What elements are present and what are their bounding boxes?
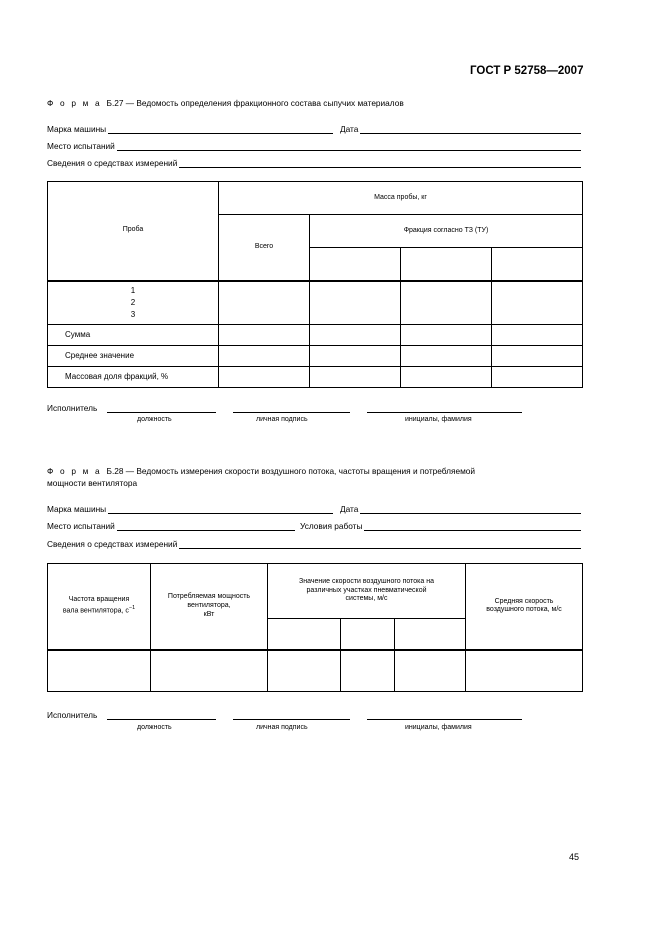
sample-numbers — [48, 281, 219, 325]
header-text: системы, м/с — [345, 595, 388, 603]
table-cell[interactable] — [48, 650, 151, 692]
table-cell[interactable] — [219, 281, 310, 325]
header-text: вентилятора, — [187, 601, 231, 609]
table-cell[interactable] — [492, 346, 583, 367]
date-field[interactable] — [340, 502, 581, 514]
table-cell[interactable] — [219, 325, 310, 346]
form-prefix: Ф о р м а — [47, 466, 102, 476]
table-cell[interactable] — [492, 325, 583, 346]
standard-number: ГОСТ Р 52758—2007 — [470, 65, 584, 77]
signature-caption: личная подпись — [256, 416, 308, 423]
table-cell[interactable] — [401, 367, 492, 388]
table-cell[interactable] — [492, 281, 583, 325]
power-header — [151, 564, 268, 650]
signature-line[interactable] — [233, 402, 350, 413]
sample-number: 2 — [130, 297, 136, 307]
header-text: воздушного потока, м/с — [486, 606, 562, 614]
header-text: различных участках пневматической — [306, 586, 427, 594]
table-cell[interactable] — [395, 650, 466, 692]
header-text: Потребляемая мощность — [167, 593, 251, 601]
table-cell[interactable] — [401, 325, 492, 346]
form-title-text: Б.28 — Ведомость измерения скорости воздушного потока, частоты вращения и потребляемой — [106, 466, 476, 476]
header-superscript: −1 — [128, 605, 136, 612]
page-number: 45 — [569, 852, 580, 862]
table-cell[interactable] — [401, 346, 492, 367]
table-cell[interactable] — [310, 367, 401, 388]
header-text: Значение скорости воздушного потока на — [299, 577, 434, 585]
place-field[interactable] — [47, 139, 581, 151]
form-title-text: Б.27 — Ведомость определения фракционного состава сыпучих материалов — [106, 98, 404, 108]
signature-line[interactable] — [233, 709, 350, 720]
table-cell[interactable] — [466, 650, 583, 692]
header-text: Частота вращения — [68, 596, 130, 604]
table-cell[interactable] — [268, 650, 341, 692]
section-col-2 — [341, 619, 395, 650]
sample-header: Проба — [48, 182, 219, 281]
machine-field[interactable] — [47, 502, 333, 514]
machine-label: Марка машины — [47, 504, 107, 514]
table-cell[interactable] — [219, 346, 310, 367]
fraction-table — [47, 181, 583, 388]
air-speed-header — [268, 564, 466, 619]
machine-label: Марка машины — [47, 124, 107, 134]
date-label: Дата — [340, 504, 359, 514]
table-cell[interactable] — [341, 650, 395, 692]
table-cell[interactable] — [219, 367, 310, 388]
average-speed-header — [466, 564, 583, 650]
place-field[interactable] — [47, 519, 295, 531]
fraction-col-2 — [401, 248, 492, 281]
ventilator-table — [47, 563, 583, 692]
form-prefix: Ф о р м а — [47, 98, 102, 108]
total-header: Всего — [219, 215, 310, 281]
machine-field[interactable] — [47, 122, 333, 134]
header-text: Средняя скорость — [494, 597, 554, 605]
place-label: Место испытаний — [47, 521, 115, 531]
conditions-label: Условия работы — [300, 521, 363, 531]
header-text — [50, 605, 148, 616]
instruments-label: Сведения о средствах измерений — [47, 158, 178, 168]
form-b27-title — [47, 98, 404, 108]
executor-label: Исполнитель — [47, 710, 98, 720]
name-caption: инициалы, фамилия — [405, 724, 472, 731]
form-title-continuation: мощности вентилятора — [47, 478, 138, 488]
row-average: Среднее значение — [48, 346, 219, 367]
position-line[interactable] — [107, 402, 216, 413]
row-mass-share: Массовая доля фракций, % — [48, 367, 219, 388]
section-col-1 — [268, 619, 341, 650]
date-label: Дата — [340, 124, 359, 134]
executor-label: Исполнитель — [47, 403, 98, 413]
table-cell[interactable] — [151, 650, 268, 692]
header-text: кВт — [203, 610, 215, 618]
position-caption: должность — [137, 416, 172, 423]
instruments-label: Сведения о средствах измерений — [47, 539, 178, 549]
sample-number: 3 — [130, 309, 136, 319]
table-cell[interactable] — [310, 346, 401, 367]
sample-number: 1 — [130, 285, 136, 295]
table-cell[interactable] — [310, 325, 401, 346]
table-cell[interactable] — [310, 281, 401, 325]
date-field[interactable] — [340, 122, 581, 134]
fraction-col-1 — [310, 248, 401, 281]
mass-header: Масса пробы, кг — [219, 182, 583, 215]
conditions-field[interactable] — [300, 519, 581, 531]
table-cell[interactable] — [492, 367, 583, 388]
instruments-field[interactable] — [47, 537, 581, 549]
form-b28-title — [47, 466, 475, 476]
name-line[interactable] — [367, 402, 522, 413]
position-line[interactable] — [107, 709, 216, 720]
fraction-col-3 — [492, 248, 583, 281]
place-label: Место испытаний — [47, 141, 115, 151]
signature-caption: личная подпись — [256, 724, 308, 731]
header-text: вала вентилятора, с — [62, 607, 129, 615]
rotation-frequency-header — [48, 564, 151, 650]
fraction-header: Фракция согласно ТЗ (ТУ) — [310, 215, 583, 248]
table-cell[interactable] — [401, 281, 492, 325]
section-col-3 — [395, 619, 466, 650]
name-line[interactable] — [367, 709, 522, 720]
position-caption: должность — [137, 724, 172, 731]
name-caption: инициалы, фамилия — [405, 416, 472, 423]
instruments-field[interactable] — [47, 156, 581, 168]
row-sum: Сумма — [48, 325, 219, 346]
